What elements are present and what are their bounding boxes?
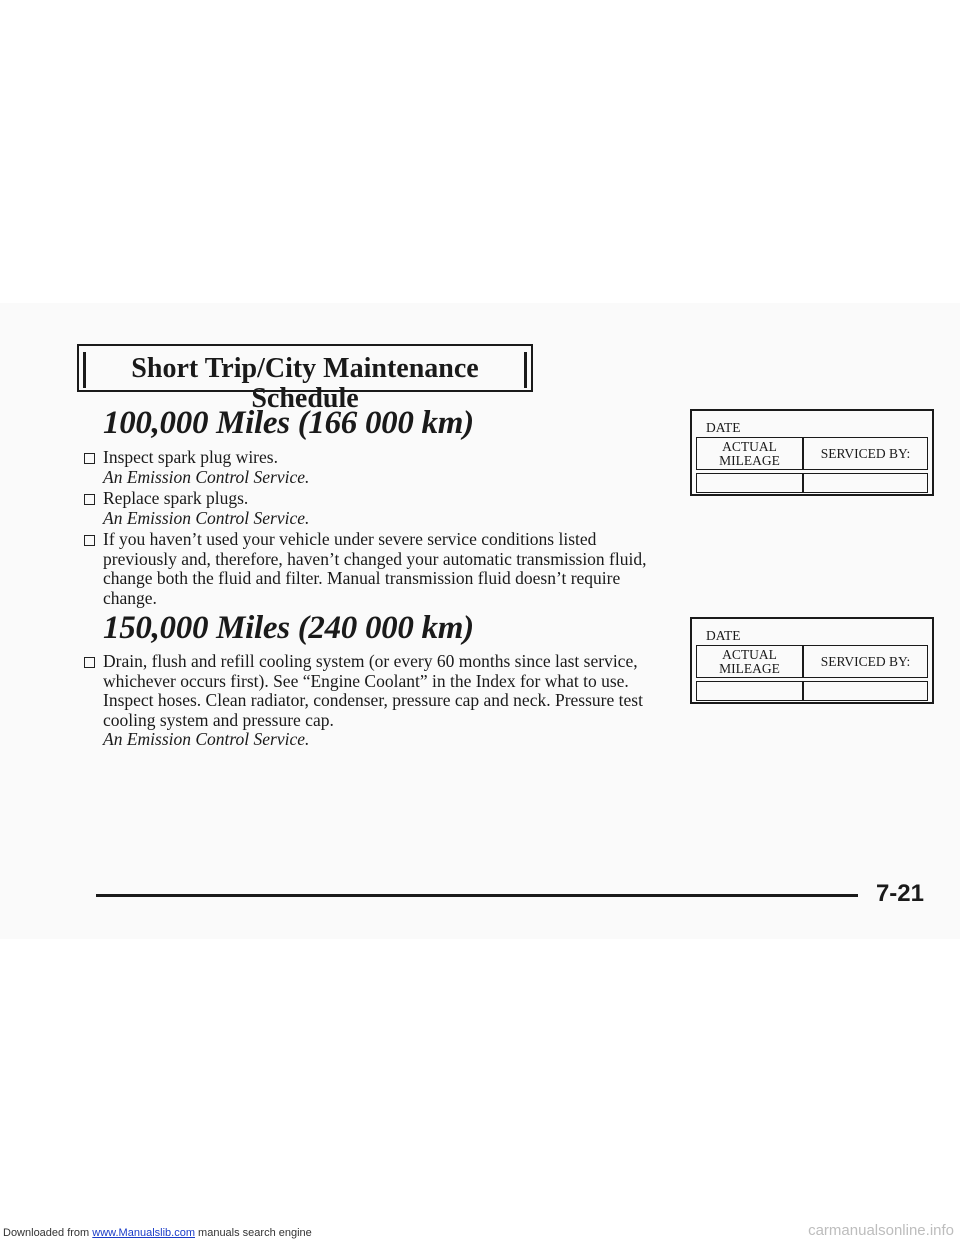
log-date-label: DATE (706, 420, 741, 435)
item-text: If you haven’t used your vehicle under severe service conditions listed previously and, therefore, haven’t changed your automatic transmission fluid, change both the fluid and filter. Manual transmission fluid doesn’t require change. (103, 529, 647, 608)
watermark: carmanualsonline.info (808, 1222, 954, 1239)
log-divider (802, 474, 804, 492)
checklist-item (84, 652, 664, 750)
log-entry-row (696, 473, 928, 493)
schedule-header-box (77, 344, 533, 414)
page-title: Short Trip/City Maintenance Schedule (131, 353, 479, 414)
emission-service-note: An Emission Control Service. (103, 466, 310, 487)
log-serviced-by-label: SERVICED BY: (820, 654, 911, 669)
section-title-100000: 100,000 Miles (166 000 km) (103, 405, 474, 441)
checklist-item (84, 530, 664, 608)
log-serviced-by-label: SERVICED BY: (820, 446, 911, 461)
log-date-label: DATE (706, 628, 741, 643)
log-mileage-label: ACTUAL MILEAGE (719, 439, 780, 468)
download-note: Downloaded from www.Manualslib.com manuals search engine (3, 1227, 312, 1239)
checkbox-icon[interactable] (84, 657, 95, 668)
checkbox-icon[interactable] (84, 453, 95, 464)
item-text: Replace spark plugs. (103, 488, 249, 508)
log-mileage-label: ACTUAL MILEAGE (719, 647, 780, 676)
emission-service-note: An Emission Control Service. (103, 729, 310, 749)
item-text: Inspect spark plug wires. (103, 447, 278, 467)
page-number: 7-21 (875, 880, 924, 907)
log-labels-row (696, 437, 928, 470)
section-title-150000: 150,000 Miles (240 000 km) (103, 610, 474, 646)
log-entry-row (696, 681, 928, 701)
checklist-item (84, 448, 664, 487)
emission-service-note: An Emission Control Service. (103, 507, 310, 528)
checkbox-icon[interactable] (84, 494, 95, 505)
item-text: Drain, flush and refill cooling system (or every 60 months since last service, whichever occurs first). See “Engine Coolant” in the Index for what to use. Inspect hoses. Clean radiator, condenser, pressure cap and neck. Pressure test cooling system and pressure cap. (103, 651, 643, 730)
footer-rule (96, 894, 858, 897)
log-labels-row (696, 645, 928, 678)
service-log-box (690, 617, 934, 704)
log-divider (802, 682, 804, 700)
checkbox-icon[interactable] (84, 535, 95, 546)
service-log-box (690, 409, 934, 496)
checklist-item (84, 489, 664, 528)
manualslib-link[interactable]: www.Manualslib.com (92, 1227, 195, 1239)
